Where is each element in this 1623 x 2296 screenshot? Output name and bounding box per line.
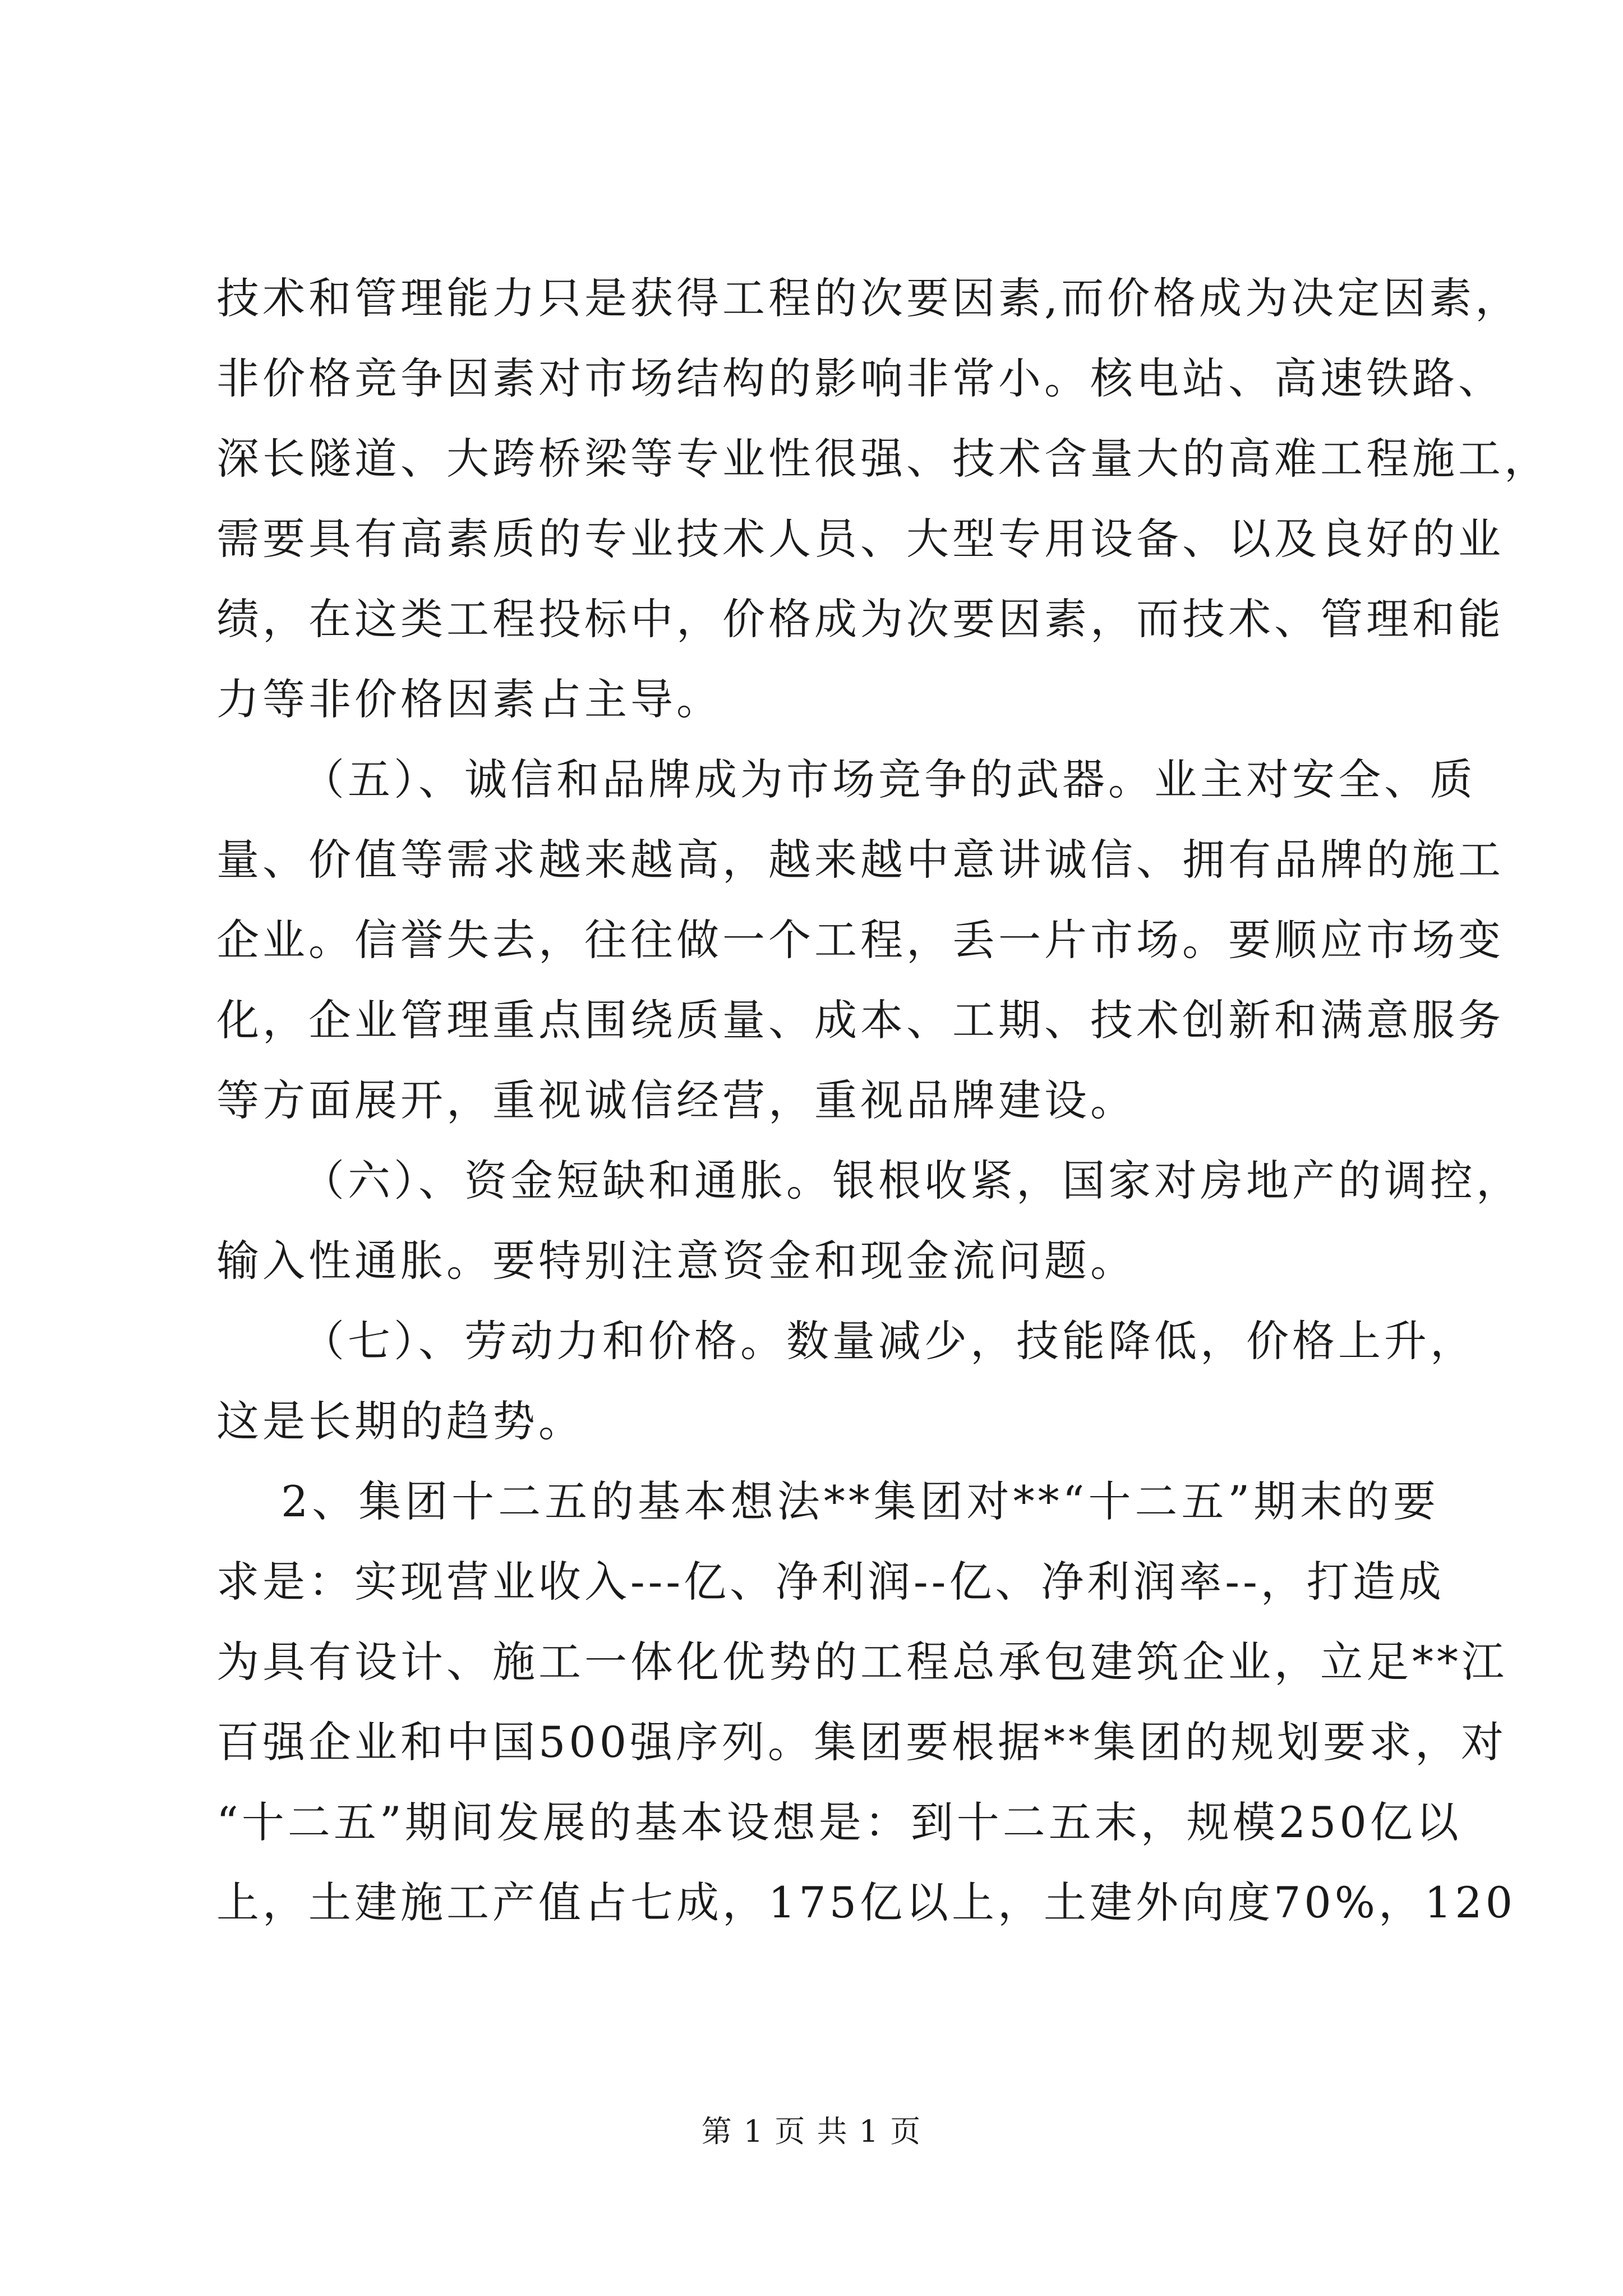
paragraph-start-line: （七）、劳动力和价格。数量减少，技能降低，价格上升， [302,1316,1476,1366]
text-line: 力等非价格因素占主导。 [216,674,722,724]
text-line: 化，企业管理重点围绕质量、成本、工期、技术创新和满意服务 [216,995,1504,1045]
text-line: 等方面展开，重视诚信经营，重视品牌建设。 [216,1075,1136,1125]
paragraph-start-line: 2、集团十二五的基本想法**集团对**“十二五”期末的要 [281,1476,1439,1526]
page-number-label: 第 1 页 共 1 页 [701,2114,922,2149]
text-line: 非价格竞争因素对市场结构的影响非常小。核电站、高速铁路、 [216,353,1504,403]
text-line: “十二五”期间发展的基本设想是：到十二五末，规模250亿以 [216,1797,1462,1847]
text-line: 上，土建施工产值占七成，175亿以上，土建外向度70%，120 [216,1878,1516,1927]
text-line: 为具有设计、施工一体化优势的工程总承包建筑企业，立足**江 [216,1637,1507,1687]
text-line: 求是：实现营业收入---亿、净利润--亿、净利润率--，打造成 [216,1557,1445,1607]
text-line: 这是长期的趋势。 [216,1396,584,1446]
text-line: 需要具有高素质的专业技术人员、大型专用设备、以及良好的业 [216,514,1504,564]
body-text [216,258,1550,1943]
paragraph-start-line: （六）、资金短缺和通胀。银根收紧，国家对房地产的调控， [302,1156,1522,1205]
text-line: 百强企业和中国500强序列。集团要根据**集团的规划要求，对 [216,1717,1507,1767]
text-line: 企业。信誉失去，往往做一个工程，丢一片市场。要顺应市场变 [216,915,1504,965]
text-line: 绩，在这类工程投标中，价格成为次要因素，而技术、管理和能 [216,594,1504,644]
text-line: 量、价值等需求越来越高，越来越中意讲诚信、拥有品牌的施工 [216,835,1504,885]
page-footer [0,2109,1623,2154]
text-line: 技术和管理能力只是获得工程的次要因素,而价格成为决定因素， [216,273,1521,323]
text-line: 输入性通胀。要特别注意资金和现金流问题。 [216,1236,1136,1286]
paragraph-start-line: （五）、诚信和品牌成为市场竞争的武器。业主对安全、质 [302,754,1476,804]
text-line: 深长隧道、大跨桥梁等专业性很强、技术含量大的高难工程施工， [216,434,1550,484]
